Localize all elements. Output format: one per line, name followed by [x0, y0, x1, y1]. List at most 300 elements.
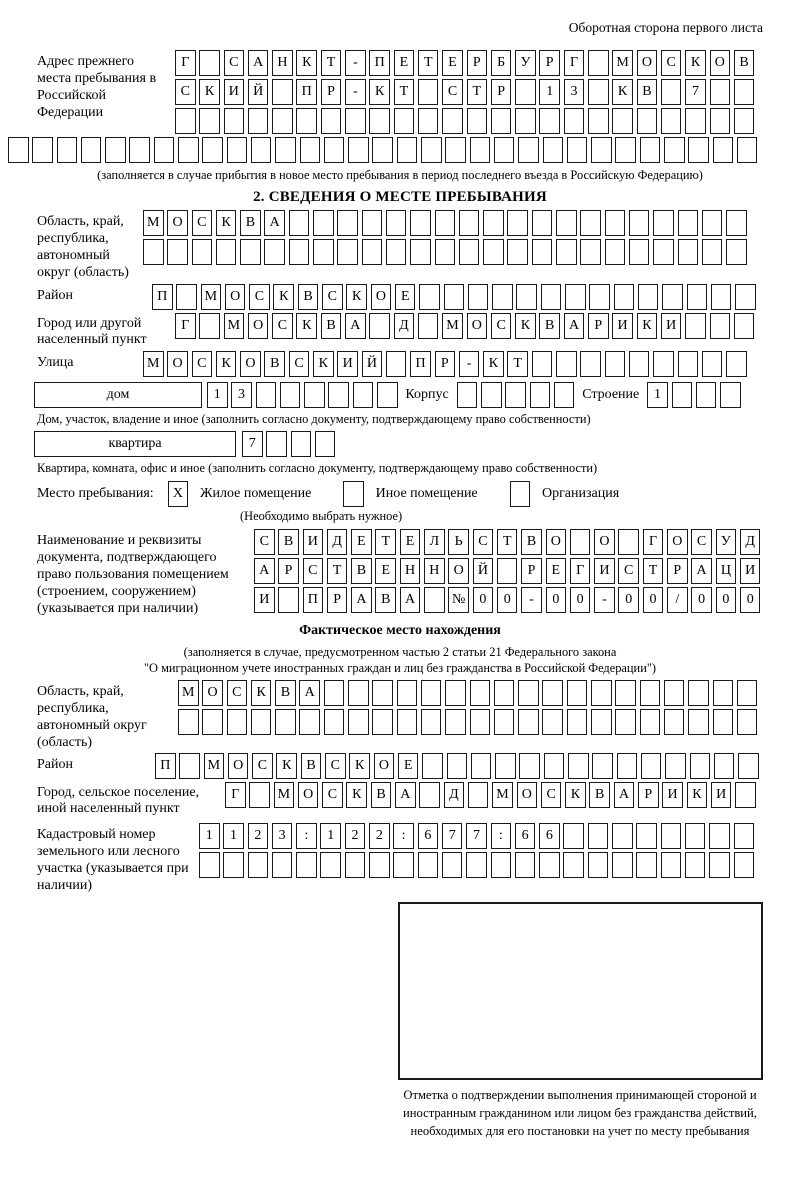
char-cell[interactable] — [563, 852, 584, 878]
char-cell[interactable]: И — [612, 313, 633, 339]
char-cell[interactable] — [515, 79, 536, 105]
char-cell[interactable] — [532, 239, 553, 265]
char-cell[interactable]: : — [491, 823, 512, 849]
char-cell[interactable] — [591, 137, 612, 163]
char-cell[interactable] — [442, 852, 463, 878]
char-cell[interactable] — [328, 382, 349, 408]
char-cell[interactable] — [615, 709, 636, 735]
char-cell[interactable] — [542, 680, 563, 706]
char-cell[interactable]: И — [337, 351, 358, 377]
char-cell[interactable] — [421, 709, 442, 735]
char-cell[interactable] — [629, 239, 650, 265]
char-cell[interactable]: К — [612, 79, 633, 105]
char-cell[interactable]: О — [298, 782, 319, 808]
char-cell[interactable] — [497, 558, 518, 584]
char-cell[interactable]: 3 — [272, 823, 293, 849]
char-cell[interactable]: Е — [398, 753, 419, 779]
char-cell[interactable]: В — [240, 210, 261, 236]
char-cell[interactable] — [629, 351, 650, 377]
char-cell[interactable] — [291, 431, 312, 457]
char-cell[interactable] — [442, 108, 463, 134]
char-cell[interactable] — [636, 823, 657, 849]
char-cell[interactable]: Е — [395, 284, 416, 310]
char-cell[interactable] — [176, 284, 197, 310]
char-cell[interactable] — [494, 709, 515, 735]
char-cell[interactable] — [543, 137, 564, 163]
char-cell[interactable] — [410, 210, 431, 236]
char-cell[interactable]: К — [685, 50, 706, 76]
char-cell[interactable]: О — [225, 284, 246, 310]
char-cell[interactable]: О — [371, 284, 392, 310]
char-cell[interactable] — [532, 351, 553, 377]
char-cell[interactable]: В — [371, 782, 392, 808]
char-cell[interactable]: С — [192, 210, 213, 236]
char-cell[interactable]: К — [273, 284, 294, 310]
char-cell[interactable]: А — [248, 50, 269, 76]
char-cell[interactable]: Р — [435, 351, 456, 377]
char-cell[interactable] — [494, 137, 515, 163]
char-cell[interactable] — [592, 753, 613, 779]
char-cell[interactable]: С — [192, 351, 213, 377]
char-cell[interactable]: Р — [638, 782, 659, 808]
char-cell[interactable] — [734, 852, 755, 878]
char-cell[interactable] — [435, 210, 456, 236]
char-cell[interactable] — [519, 753, 540, 779]
char-cell[interactable] — [483, 210, 504, 236]
char-cell[interactable]: К — [349, 753, 370, 779]
char-cell[interactable] — [735, 284, 756, 310]
char-cell[interactable] — [685, 852, 706, 878]
char-cell[interactable] — [737, 137, 758, 163]
char-cell[interactable]: М — [204, 753, 225, 779]
char-cell[interactable] — [386, 239, 407, 265]
char-cell[interactable]: С — [224, 50, 245, 76]
char-cell[interactable] — [515, 852, 536, 878]
char-cell[interactable]: А — [564, 313, 585, 339]
char-cell[interactable]: С — [175, 79, 196, 105]
char-cell[interactable] — [321, 108, 342, 134]
char-cell[interactable]: О — [167, 351, 188, 377]
char-cell[interactable] — [362, 239, 383, 265]
char-cell[interactable]: К — [369, 79, 390, 105]
char-cell[interactable] — [685, 108, 706, 134]
char-cell[interactable]: И — [303, 529, 324, 555]
char-cell[interactable] — [678, 210, 699, 236]
char-cell[interactable]: О — [594, 529, 615, 555]
char-cell[interactable]: 7 — [685, 79, 706, 105]
char-cell[interactable] — [714, 753, 735, 779]
char-cell[interactable] — [588, 50, 609, 76]
char-cell[interactable] — [348, 137, 369, 163]
char-cell[interactable]: - — [594, 587, 615, 613]
char-cell[interactable]: 0 — [570, 587, 591, 613]
char-cell[interactable]: М — [224, 313, 245, 339]
char-cell[interactable] — [518, 709, 539, 735]
char-cell[interactable] — [734, 313, 755, 339]
char-cell[interactable] — [641, 753, 662, 779]
char-cell[interactable] — [615, 137, 636, 163]
char-cell[interactable] — [737, 680, 758, 706]
char-cell[interactable] — [580, 210, 601, 236]
char-cell[interactable]: М — [143, 351, 164, 377]
char-cell[interactable] — [304, 382, 325, 408]
char-cell[interactable] — [516, 284, 537, 310]
char-cell[interactable]: 1 — [199, 823, 220, 849]
char-cell[interactable] — [272, 852, 293, 878]
char-cell[interactable] — [251, 137, 272, 163]
char-cell[interactable]: С — [691, 529, 712, 555]
char-cell[interactable]: Ь — [448, 529, 469, 555]
char-cell[interactable]: Д — [444, 782, 465, 808]
char-cell[interactable] — [202, 709, 223, 735]
char-cell[interactable] — [468, 284, 489, 310]
char-cell[interactable] — [734, 79, 755, 105]
char-cell[interactable] — [313, 239, 334, 265]
char-cell[interactable]: Р — [491, 79, 512, 105]
char-cell[interactable]: П — [296, 79, 317, 105]
char-cell[interactable] — [397, 680, 418, 706]
char-cell[interactable] — [272, 108, 293, 134]
char-cell[interactable]: П — [410, 351, 431, 377]
char-cell[interactable] — [588, 79, 609, 105]
char-cell[interactable]: Е — [546, 558, 567, 584]
char-cell[interactable] — [289, 239, 310, 265]
char-cell[interactable] — [372, 709, 393, 735]
char-cell[interactable] — [296, 852, 317, 878]
char-cell[interactable]: П — [369, 50, 390, 76]
char-cell[interactable] — [541, 284, 562, 310]
char-cell[interactable] — [299, 709, 320, 735]
char-cell[interactable]: Д — [740, 529, 761, 555]
char-cell[interactable] — [640, 709, 661, 735]
char-cell[interactable]: И — [711, 782, 732, 808]
char-cell[interactable]: Ц — [716, 558, 737, 584]
char-cell[interactable] — [685, 823, 706, 849]
char-cell[interactable] — [372, 680, 393, 706]
char-cell[interactable] — [178, 709, 199, 735]
char-cell[interactable]: С — [249, 284, 270, 310]
char-cell[interactable] — [280, 382, 301, 408]
char-cell[interactable]: С — [661, 50, 682, 76]
char-cell[interactable] — [515, 108, 536, 134]
char-cell[interactable]: В — [298, 284, 319, 310]
char-cell[interactable] — [687, 284, 708, 310]
char-cell[interactable]: П — [155, 753, 176, 779]
char-cell[interactable] — [289, 210, 310, 236]
char-cell[interactable] — [678, 351, 699, 377]
char-cell[interactable]: П — [152, 284, 173, 310]
char-cell[interactable] — [570, 529, 591, 555]
char-cell[interactable]: С — [254, 529, 275, 555]
char-cell[interactable] — [664, 680, 685, 706]
char-cell[interactable] — [249, 782, 270, 808]
char-cell[interactable]: В — [321, 313, 342, 339]
char-cell[interactable] — [726, 239, 747, 265]
char-cell[interactable]: - — [345, 79, 366, 105]
char-cell[interactable] — [664, 709, 685, 735]
char-cell[interactable] — [709, 852, 730, 878]
char-cell[interactable]: Р — [588, 313, 609, 339]
char-cell[interactable]: В — [375, 587, 396, 613]
char-cell[interactable] — [539, 852, 560, 878]
char-cell[interactable] — [248, 108, 269, 134]
char-cell[interactable] — [696, 382, 717, 408]
char-cell[interactable] — [589, 284, 610, 310]
char-cell[interactable] — [445, 709, 466, 735]
char-cell[interactable]: К — [276, 753, 297, 779]
char-cell[interactable]: К — [216, 210, 237, 236]
char-cell[interactable] — [466, 852, 487, 878]
char-cell[interactable]: К — [251, 680, 272, 706]
char-cell[interactable]: О — [517, 782, 538, 808]
char-cell[interactable] — [661, 852, 682, 878]
char-cell[interactable] — [199, 50, 220, 76]
char-cell[interactable]: М — [274, 782, 295, 808]
char-cell[interactable]: В — [589, 782, 610, 808]
char-cell[interactable]: Т — [467, 79, 488, 105]
char-cell[interactable] — [216, 239, 237, 265]
char-cell[interactable] — [709, 823, 730, 849]
char-cell[interactable] — [483, 239, 504, 265]
char-cell[interactable] — [612, 108, 633, 134]
char-cell[interactable]: С — [541, 782, 562, 808]
char-cell[interactable] — [491, 852, 512, 878]
char-cell[interactable]: В — [275, 680, 296, 706]
char-cell[interactable] — [32, 137, 53, 163]
char-cell[interactable] — [702, 239, 723, 265]
char-cell[interactable]: У — [716, 529, 737, 555]
char-cell[interactable] — [372, 137, 393, 163]
char-cell[interactable]: Г — [570, 558, 591, 584]
char-cell[interactable] — [710, 313, 731, 339]
char-cell[interactable]: Р — [321, 79, 342, 105]
char-cell[interactable] — [167, 239, 188, 265]
char-cell[interactable] — [445, 137, 466, 163]
char-cell[interactable] — [662, 284, 683, 310]
char-cell[interactable] — [324, 680, 345, 706]
char-cell[interactable]: Р — [467, 50, 488, 76]
char-cell[interactable]: М — [492, 782, 513, 808]
char-cell[interactable] — [618, 529, 639, 555]
char-cell[interactable]: Д — [394, 313, 415, 339]
char-cell[interactable]: : — [393, 823, 414, 849]
char-cell[interactable] — [738, 753, 759, 779]
char-cell[interactable] — [636, 852, 657, 878]
char-cell[interactable] — [494, 680, 515, 706]
char-cell[interactable] — [377, 382, 398, 408]
char-cell[interactable] — [580, 239, 601, 265]
char-cell[interactable] — [710, 108, 731, 134]
char-cell[interactable] — [353, 382, 374, 408]
char-cell[interactable] — [471, 753, 492, 779]
char-cell[interactable]: 0 — [716, 587, 737, 613]
char-cell[interactable] — [530, 382, 551, 408]
char-cell[interactable]: В — [734, 50, 755, 76]
char-cell[interactable]: К — [565, 782, 586, 808]
char-cell[interactable] — [57, 137, 78, 163]
char-cell[interactable]: Т — [497, 529, 518, 555]
char-cell[interactable]: Н — [272, 50, 293, 76]
char-cell[interactable] — [734, 108, 755, 134]
char-cell[interactable]: С — [322, 284, 343, 310]
char-cell[interactable]: К — [346, 782, 367, 808]
char-cell[interactable] — [320, 852, 341, 878]
char-cell[interactable]: Р — [327, 587, 348, 613]
char-cell[interactable]: С — [442, 79, 463, 105]
char-cell[interactable]: Г — [225, 782, 246, 808]
char-cell[interactable]: Г — [175, 50, 196, 76]
char-cell[interactable]: В — [521, 529, 542, 555]
char-cell[interactable] — [315, 431, 336, 457]
char-cell[interactable] — [661, 79, 682, 105]
char-cell[interactable] — [224, 108, 245, 134]
char-cell[interactable]: С — [473, 529, 494, 555]
char-cell[interactable] — [588, 108, 609, 134]
char-cell[interactable]: 6 — [515, 823, 536, 849]
char-cell[interactable]: М — [201, 284, 222, 310]
char-cell[interactable] — [348, 680, 369, 706]
char-cell[interactable]: 1 — [223, 823, 244, 849]
char-cell[interactable]: А — [345, 313, 366, 339]
char-cell[interactable]: К — [346, 284, 367, 310]
char-cell[interactable]: И — [661, 313, 682, 339]
char-cell[interactable]: С — [325, 753, 346, 779]
char-cell[interactable]: Е — [400, 529, 421, 555]
char-cell[interactable]: С — [618, 558, 639, 584]
char-cell[interactable] — [665, 753, 686, 779]
char-cell[interactable] — [81, 137, 102, 163]
char-cell[interactable] — [567, 137, 588, 163]
char-cell[interactable] — [690, 753, 711, 779]
char-cell[interactable] — [567, 680, 588, 706]
char-cell[interactable]: М — [178, 680, 199, 706]
char-cell[interactable]: Е — [351, 529, 372, 555]
char-cell[interactable] — [467, 108, 488, 134]
char-cell[interactable]: В — [351, 558, 372, 584]
char-cell[interactable] — [418, 313, 439, 339]
char-cell[interactable] — [192, 239, 213, 265]
char-cell[interactable]: А — [395, 782, 416, 808]
char-cell[interactable] — [495, 753, 516, 779]
char-cell[interactable]: А — [299, 680, 320, 706]
char-cell[interactable]: О — [240, 351, 261, 377]
char-cell[interactable] — [470, 709, 491, 735]
char-cell[interactable]: Й — [473, 558, 494, 584]
char-cell[interactable] — [556, 210, 577, 236]
char-cell[interactable]: А — [400, 587, 421, 613]
char-cell[interactable] — [313, 210, 334, 236]
char-cell[interactable]: - — [459, 351, 480, 377]
stay-type-checkbox-residential[interactable] — [168, 481, 192, 507]
char-cell[interactable] — [629, 210, 650, 236]
char-cell[interactable] — [468, 782, 489, 808]
char-cell[interactable] — [199, 313, 220, 339]
char-cell[interactable] — [251, 709, 272, 735]
char-cell[interactable] — [275, 137, 296, 163]
char-cell[interactable] — [615, 680, 636, 706]
char-cell[interactable] — [720, 382, 741, 408]
char-cell[interactable] — [505, 382, 526, 408]
char-cell[interactable]: О — [228, 753, 249, 779]
char-cell[interactable]: С — [227, 680, 248, 706]
char-cell[interactable] — [178, 137, 199, 163]
char-cell[interactable]: П — [303, 587, 324, 613]
char-cell[interactable] — [518, 680, 539, 706]
char-cell[interactable] — [568, 753, 589, 779]
char-cell[interactable]: С — [252, 753, 273, 779]
char-cell[interactable] — [248, 852, 269, 878]
char-cell[interactable] — [702, 351, 723, 377]
char-cell[interactable]: К — [216, 351, 237, 377]
char-cell[interactable] — [470, 680, 491, 706]
char-cell[interactable]: Л — [424, 529, 445, 555]
char-cell[interactable]: 6 — [539, 823, 560, 849]
char-cell[interactable]: А — [614, 782, 635, 808]
char-cell[interactable] — [688, 680, 709, 706]
char-cell[interactable]: М — [143, 210, 164, 236]
char-cell[interactable] — [202, 137, 223, 163]
char-cell[interactable] — [653, 239, 674, 265]
char-cell[interactable]: 0 — [643, 587, 664, 613]
char-cell[interactable] — [421, 680, 442, 706]
char-cell[interactable] — [447, 753, 468, 779]
char-cell[interactable]: О — [667, 529, 688, 555]
char-cell[interactable] — [264, 239, 285, 265]
char-cell[interactable]: 2 — [345, 823, 366, 849]
char-cell[interactable] — [422, 753, 443, 779]
char-cell[interactable]: 2 — [248, 823, 269, 849]
char-cell[interactable] — [470, 137, 491, 163]
char-cell[interactable] — [702, 210, 723, 236]
char-cell[interactable] — [393, 852, 414, 878]
char-cell[interactable]: М — [612, 50, 633, 76]
char-cell[interactable]: Й — [248, 79, 269, 105]
char-cell[interactable] — [418, 852, 439, 878]
char-cell[interactable] — [542, 709, 563, 735]
char-cell[interactable] — [444, 284, 465, 310]
char-cell[interactable]: Т — [321, 50, 342, 76]
char-cell[interactable] — [556, 239, 577, 265]
char-cell[interactable] — [685, 313, 706, 339]
stay-type-checkbox-other[interactable] — [343, 481, 367, 507]
char-cell[interactable]: С — [322, 782, 343, 808]
char-cell[interactable]: С — [289, 351, 310, 377]
char-cell[interactable] — [418, 108, 439, 134]
char-cell[interactable] — [419, 284, 440, 310]
char-cell[interactable] — [8, 137, 29, 163]
char-cell[interactable]: 7 — [442, 823, 463, 849]
char-cell[interactable] — [143, 239, 164, 265]
char-cell[interactable] — [459, 239, 480, 265]
char-cell[interactable]: 7 — [242, 431, 263, 457]
char-cell[interactable] — [272, 79, 293, 105]
char-cell[interactable]: И — [594, 558, 615, 584]
char-cell[interactable] — [711, 284, 732, 310]
char-cell[interactable] — [567, 709, 588, 735]
char-cell[interactable] — [481, 382, 502, 408]
char-cell[interactable] — [154, 137, 175, 163]
char-cell[interactable]: 7 — [466, 823, 487, 849]
char-cell[interactable] — [345, 108, 366, 134]
char-cell[interactable] — [672, 382, 693, 408]
char-cell[interactable] — [713, 680, 734, 706]
char-cell[interactable] — [424, 587, 445, 613]
stay-type-checkbox-organization[interactable] — [510, 481, 534, 507]
char-cell[interactable] — [507, 239, 528, 265]
char-cell[interactable]: 0 — [546, 587, 567, 613]
char-cell[interactable] — [410, 239, 431, 265]
char-cell[interactable] — [661, 823, 682, 849]
